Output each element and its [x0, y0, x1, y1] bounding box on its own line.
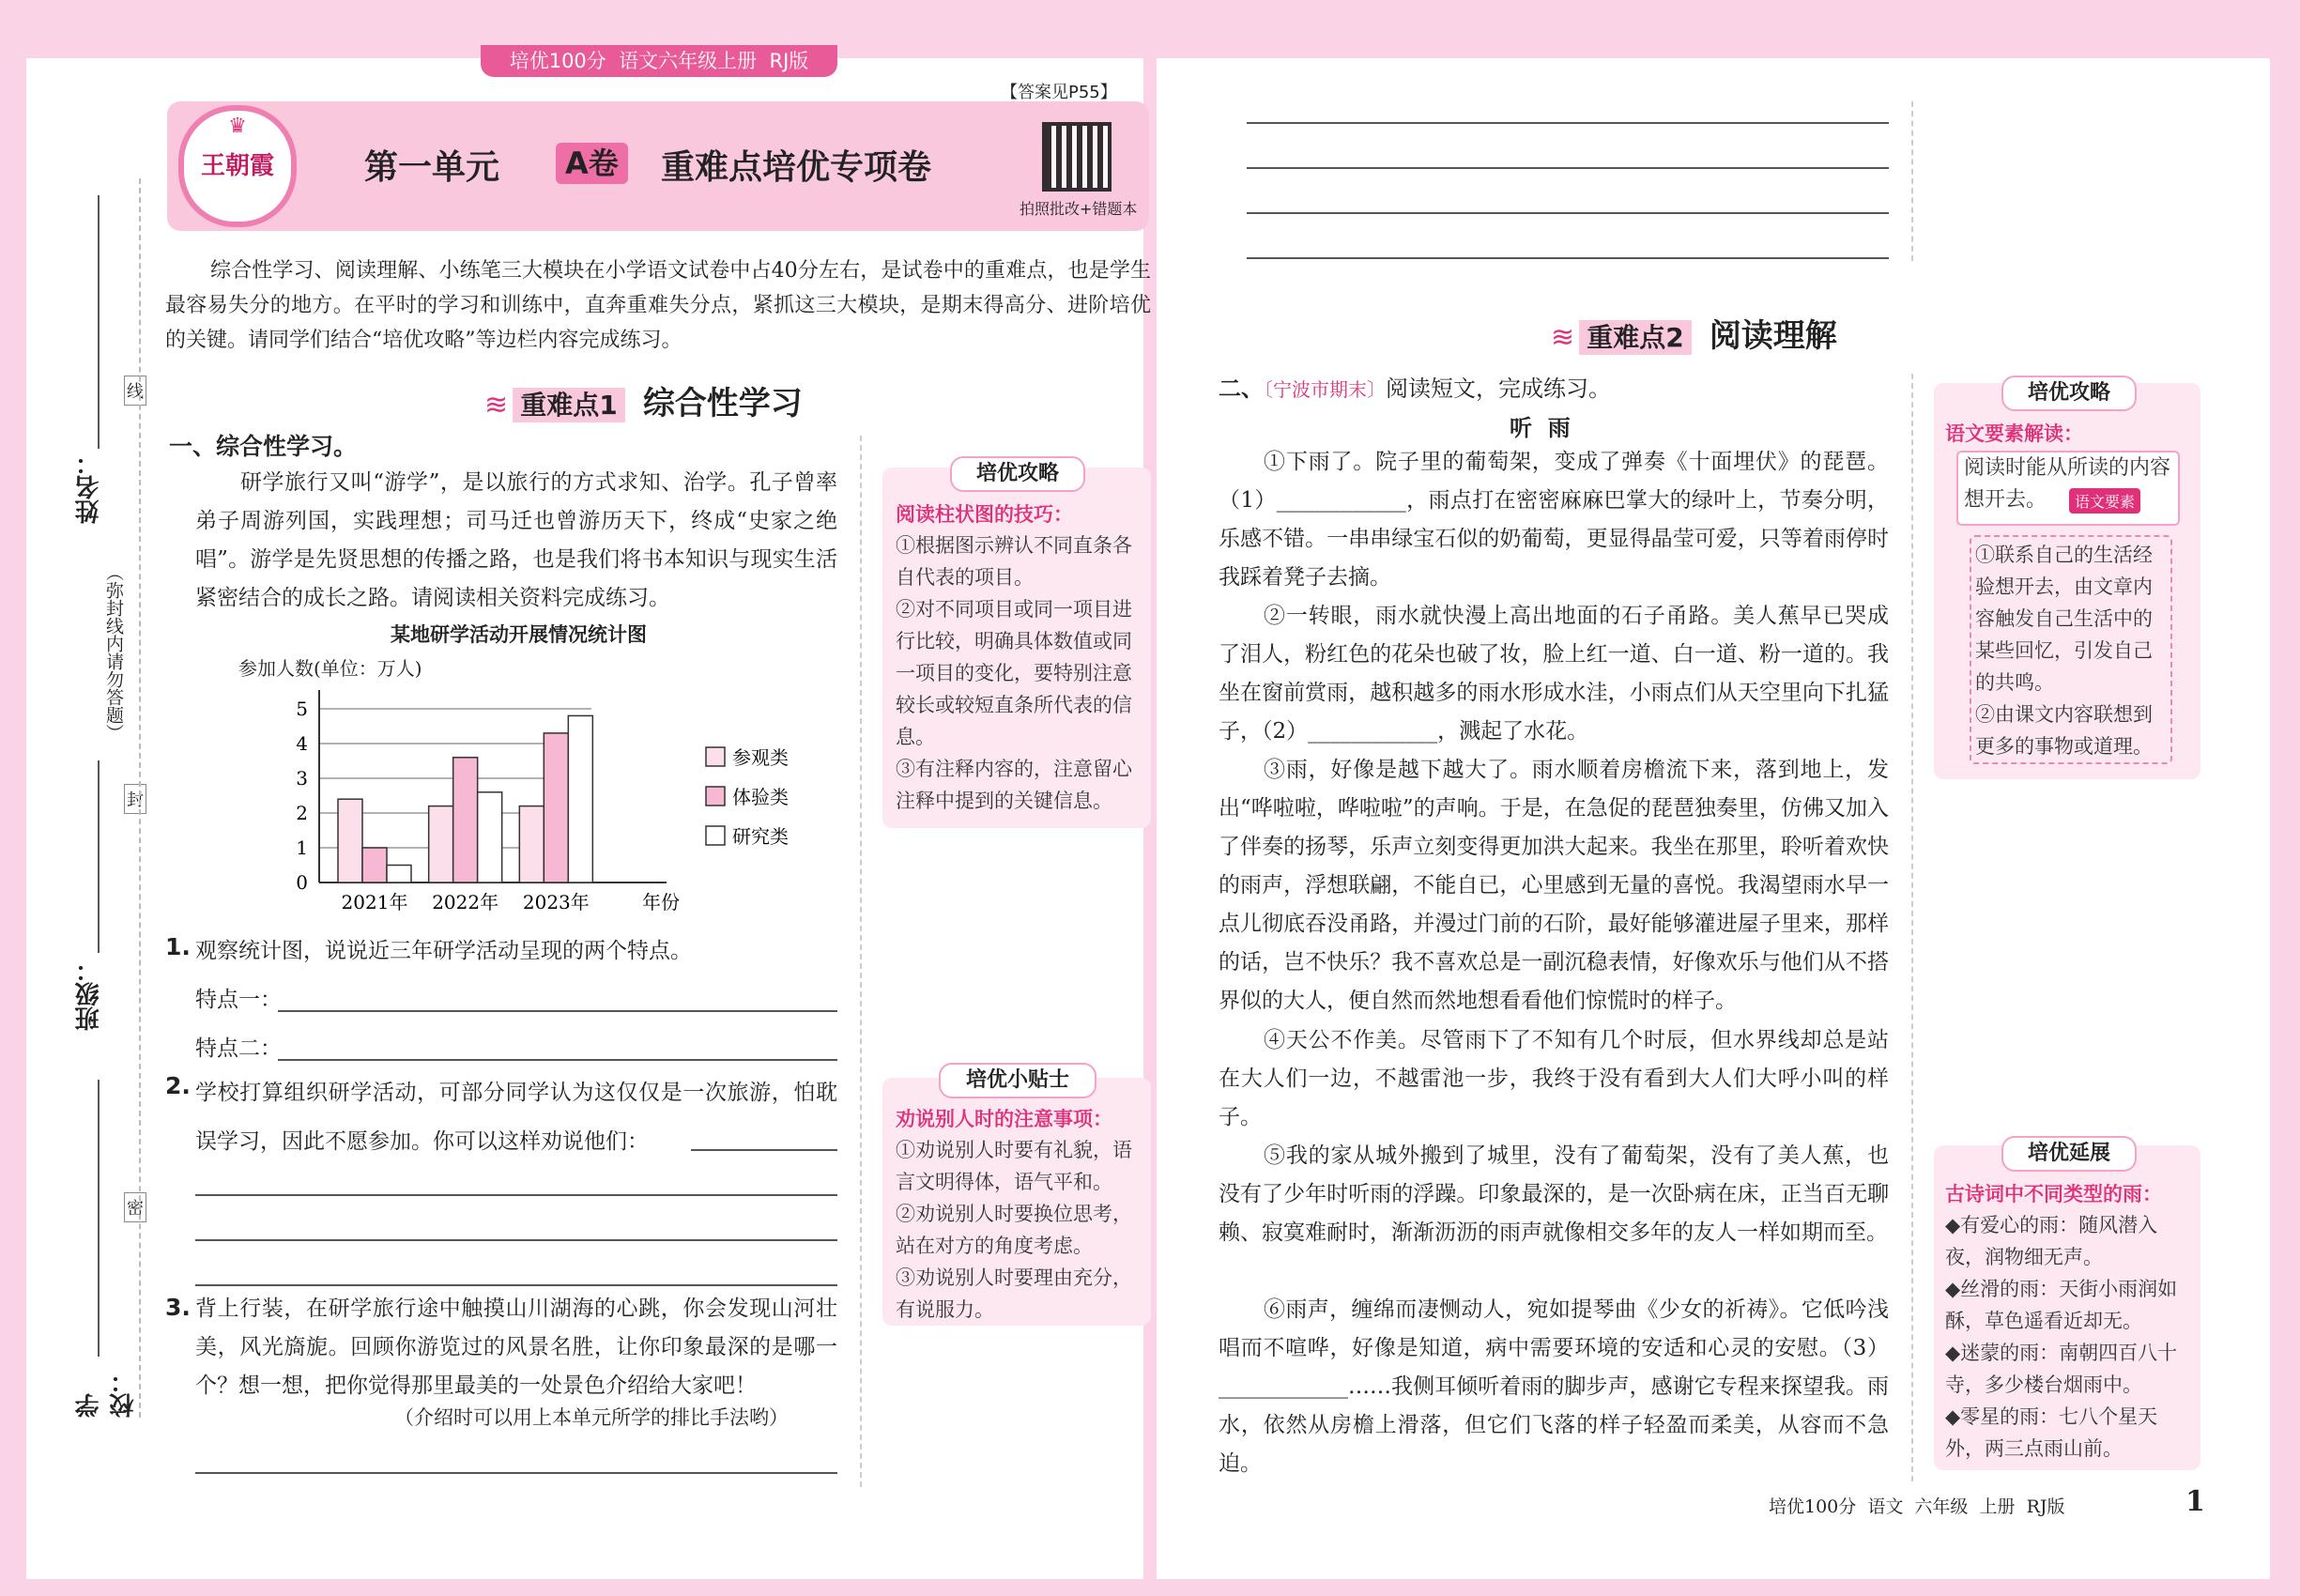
sidebar3-quote: 阅读时能从所读的内容想开去。	[1964, 456, 2171, 512]
binding-note: （弥封线内请勿答题）	[103, 563, 124, 742]
name-label: 姓名：	[75, 451, 103, 524]
wave-icon: ≋	[1551, 321, 1575, 354]
sidebar2-item-1: ①劝说别人时要有礼貌，语言文明得体，语气平和。	[896, 1139, 1132, 1193]
sidebar4-item-4: ◆零星的雨：七八个星天外，两三点雨山前。	[1945, 1405, 2158, 1460]
intro-text: 综合性学习、阅读理解、小练笔三大模块在小学语文试卷中占40分左右，是试卷中的重难点，也是学生最容易失分的地方。在平时的学习和训练中，直奔重难失分点，紧抓这三大模块，是期末得高分、进阶培优的关键。请同学们结合“培优攻略”等边栏内容完成练习。	[165, 259, 1151, 352]
q2-heading	[1219, 370, 1611, 403]
wave-icon: ≋	[484, 389, 509, 422]
q3-answer-line[interactable]	[195, 1472, 837, 1474]
sidebar4-item-2: ◆丝滑的雨：天街小雨润如酥，草色遥看近却无。	[1945, 1278, 2178, 1332]
sidebar1-item-2: ②对不同项目或同一项目进行比较，明确具体数值或同一项目的变化，要特别注意较长或较短直条所代表的信息。	[896, 598, 1132, 748]
unit-label: 第一单元	[364, 148, 500, 187]
title-banner	[167, 101, 1149, 231]
chart-legend-label: 体验类	[732, 786, 789, 808]
feature1-label: 特点一：	[195, 988, 282, 1012]
chart-bar	[519, 806, 544, 882]
crown-icon: ♛	[228, 115, 247, 138]
section1-label: 重难点1	[513, 388, 624, 422]
chart-bar	[387, 866, 411, 883]
section2-heading	[1551, 310, 1837, 353]
sidebar2-heading: 劝说别人时的注意事项：	[896, 1108, 1112, 1130]
sidebar3-title: 培优攻略	[2001, 376, 2137, 411]
sidebar4-heading: 古诗词中不同类型的雨：	[1945, 1183, 2162, 1205]
carryover-line-1[interactable]	[1247, 122, 1889, 124]
section2-title: 阅读理解	[1709, 317, 1837, 355]
sidebar4-item-3: ◆迷蒙的雨：南朝四百八十寺，多少楼台烟雨中。	[1945, 1342, 2178, 1396]
feature2-label: 特点二：	[195, 1036, 282, 1061]
school-field[interactable]	[98, 1080, 100, 1357]
chart-title: 某地研学活动开展情况统计图	[391, 623, 647, 646]
page-title: 重难点培优专项卷	[661, 148, 932, 187]
chart-bar	[544, 733, 568, 882]
sidebar4-title: 培优延展	[2001, 1136, 2137, 1172]
essay-title: 听 雨	[1510, 415, 1571, 441]
class-label: 班级：	[75, 958, 103, 1031]
chart-category-label: 2022年	[432, 891, 499, 913]
school-label: 学校：	[75, 1369, 138, 1418]
chart-legend-swatch	[706, 787, 725, 806]
class-field[interactable]	[98, 760, 100, 953]
sidebar1-heading: 阅读柱状图的技巧：	[896, 503, 1073, 526]
q2-answer-line-4[interactable]	[195, 1284, 837, 1286]
header-tab: 培优100分 语文六年级上册 RJ版	[481, 45, 837, 77]
chart-category-label: 2023年	[522, 891, 590, 913]
chart-ytick-label: 1	[296, 836, 308, 859]
seal-char: 封	[124, 784, 146, 814]
right-top-divider	[1911, 101, 1913, 261]
essay-paragraph-2: ②一转眼，雨水就快漫上高出地面的石子甬路。美人蕉早已哭成了泪人，粉红色的花朵也破了妆，脸上红一道、白一道、粉一道的。我坐在窗前赏雨，越积越多的雨水形成水洼，小雨点们从天空里向下扎猛子，（2）____________，溅起了水花。	[1219, 604, 1889, 744]
carryover-line-3[interactable]	[1247, 212, 1889, 214]
chart-legend-swatch	[706, 747, 725, 766]
chart-ytick-label: 0	[296, 871, 308, 894]
line-char: 线	[124, 376, 146, 406]
chart-ylabel: 参加人数(单位：万人)	[238, 657, 422, 680]
paper-badge: A卷	[556, 143, 628, 184]
section1-heading	[484, 377, 803, 421]
essay-paragraph-6: ⑥雨声，缠绵而凄恻动人，宛如提琴曲《少女的祈祷》。它低吟浅唱而不喧哗，好像是知道，病中需要环境的安适和心灵的安慰。（3）____________……我侧耳倾听着雨的脚步声，感谢它专程来探望我。雨水，依然从房檐上滑落，但它们飞落的样子轻盈而柔美，从容而不急迫。	[1219, 1297, 1889, 1476]
q1-heading: 一、综合性学习。	[169, 433, 358, 460]
chart-bar	[453, 758, 478, 882]
qr-caption: 拍照批改+错题本	[1020, 200, 1138, 218]
chart-plot	[225, 616, 807, 926]
essay-paragraph-5: ⑤我的家从城外搬到了城里，没有了葡萄架，没有了美人蕉，也没有了少年时听雨的浮躁。印象最深的，是一次卧病在床，正当百无聊赖、寂寞难耐时，渐渐沥沥的雨声就像相交多年的友人一样如期而至。	[1219, 1143, 1889, 1245]
binding-dash-line	[139, 178, 141, 1418]
carryover-line-2[interactable]	[1247, 167, 1889, 169]
logo-text: 王朝霞	[200, 152, 274, 180]
sidebar1-item-3: ③有注释内容的，注意留心注释中提到的关键信息。	[896, 758, 1132, 812]
binding-strip	[56, 178, 169, 1418]
sidebar4-item-1: ◆有爱心的雨：随风潜入夜，润物细无声。	[1945, 1214, 2158, 1268]
section2-label: 重难点2	[1579, 320, 1691, 355]
chart-xlabel: 年份	[642, 891, 680, 913]
q2-answer-line-1[interactable]	[691, 1149, 837, 1151]
sidebar1-item-1: ①根据图示辨认不同直条各自代表的项目。	[896, 534, 1132, 589]
q2-answer-line-3[interactable]	[195, 1239, 837, 1241]
q3-note: （介绍时可以用上本单元所学的排比手法哟）	[394, 1406, 789, 1429]
q2-prefix: 二、	[1219, 376, 1264, 402]
chart-bar	[338, 799, 362, 882]
footer-text: 培优100分 语文 六年级 上册 RJ版	[1769, 1496, 2065, 1517]
section1-passage: 研学旅行又叫“游学”，是以旅行的方式求知、治学。孔子曾率弟子周游列国，实践理想；司马迁也曾游历天下，终成“史家之绝唱”。游学是先贤思想的传播之路，也是我们将书本知识与现实生活紧密结合的成长之路。请阅读相关资料完成练习。	[195, 470, 837, 610]
sidebar1-title: 培优攻略	[950, 456, 1085, 492]
feature2-answer-line[interactable]	[278, 1059, 837, 1061]
chart-ytick-label: 4	[296, 732, 308, 755]
q1-number: 1.	[165, 933, 191, 960]
left-sidebar-divider	[860, 436, 862, 1487]
chart-ytick-label: 2	[296, 802, 308, 824]
chart-ytick-label: 3	[296, 767, 308, 790]
chart-category-label: 2021年	[341, 891, 408, 913]
sidebar3-badge: 语文要素	[2069, 488, 2140, 514]
logo	[178, 105, 297, 227]
chart-legend-swatch	[706, 826, 725, 845]
sidebar3-item-2: ②由课文内容联想到更多的事物或道理。	[1975, 703, 2153, 758]
page-number: 1	[2185, 1485, 2205, 1518]
chart-ytick-label: 5	[296, 698, 308, 720]
q2-number: 2.	[165, 1072, 191, 1099]
q2-source: 〔宁波市期末〕	[1264, 378, 1386, 401]
essay-paragraph-1: ①下雨了。院子里的葡萄架，变成了弹奏《十面埋伏》的琵琶。（1）____________，雨点打在密密麻麻巴掌大的绿叶上，节奏分明，乐感不错。一串串绿宝石似的奶葡萄，更显得晶莹可爱，只等着雨停时我踩着凳子去摘。	[1219, 450, 1889, 590]
secret-char: 密	[124, 1192, 146, 1222]
chart-legend-label: 参观类	[732, 746, 789, 769]
chart-bar	[478, 792, 502, 882]
essay-paragraph-4: ④天公不作美。尽管雨下了不知有几个时辰，但水界线却总是站在大人们一边，不越雷池一步，我终于没有看到大人们大呼小叫的样子。	[1219, 1028, 1889, 1129]
q3-number: 3.	[165, 1294, 191, 1321]
chart-legend-label: 研究类	[732, 825, 789, 848]
section1-title: 综合性学习	[642, 385, 803, 422]
q1-text: 观察统计图，说说近三年研学活动呈现的两个特点。	[195, 939, 692, 963]
name-field[interactable]	[98, 195, 100, 449]
qr-code[interactable]	[1042, 122, 1112, 192]
q3-text: 背上行装，在研学旅行途中触摸山川湖海的心跳，你会发现山河壮美，风光旖旎。回顾你游览过的风景名胜，让你印象最深的是哪一个？想一想，把你觉得那里最美的一处景色介绍给大家吧！	[195, 1297, 837, 1398]
sidebar2-item-3: ③劝说别人时要理由充分，有说服力。	[896, 1266, 1132, 1321]
sidebar2-title: 培优小贴士	[939, 1063, 1096, 1098]
sidebar3-item-1: ①联系自己的生活经验想开去，由文章内容触发自己生活中的某些回忆，引发自己的共鸣。	[1975, 544, 2153, 694]
chart-bar	[429, 806, 453, 882]
essay-paragraph-3: ③雨，好像是越下越大了。雨水顺着房檐流下来，落到地上，发出“哗啦啦，哗啦啦”的声响。于是，在急促的琵琶独奏里，仿佛又加入了伴奏的扬琴，乐声立刻变得更加洪大起来。我坐在那里，聆听着欢快的雨声，浮想联翩，不能自已，心里感到无量的喜悦。我渴望雨水早一点儿彻底吞没甬路，并漫过门前的石阶，最好能够灌进屋子里来，那样的话，岂不快乐？我不喜欢总是一副沉稳表情，好像欢乐与他们从不搭界似的大人，便自然而然地想看看他们惊慌时的样子。	[1219, 758, 1889, 1013]
feature1-answer-line[interactable]	[278, 1010, 837, 1012]
q2-text: 学校打算组织研学活动，可部分同学认为这仅仅是一次旅游，怕耽误学习，因此不愿参加。你可以这样劝说他们：	[195, 1081, 837, 1154]
bar-chart	[225, 616, 807, 926]
chart-bar	[362, 848, 387, 882]
answer-ref: 【答案见P55】	[1001, 83, 1117, 102]
right-sidebar-divider	[1911, 374, 1913, 1481]
sidebar2-item-2: ②劝说别人时要换位思考，站在对方的角度考虑。	[896, 1203, 1132, 1257]
chart-bar	[568, 715, 592, 882]
carryover-line-4[interactable]	[1247, 257, 1889, 259]
q2-instruction: 阅读短文，完成练习。	[1386, 376, 1611, 402]
sidebar3-heading: 语文要素解读：	[1945, 422, 2083, 445]
q2-answer-line-2[interactable]	[195, 1194, 837, 1196]
